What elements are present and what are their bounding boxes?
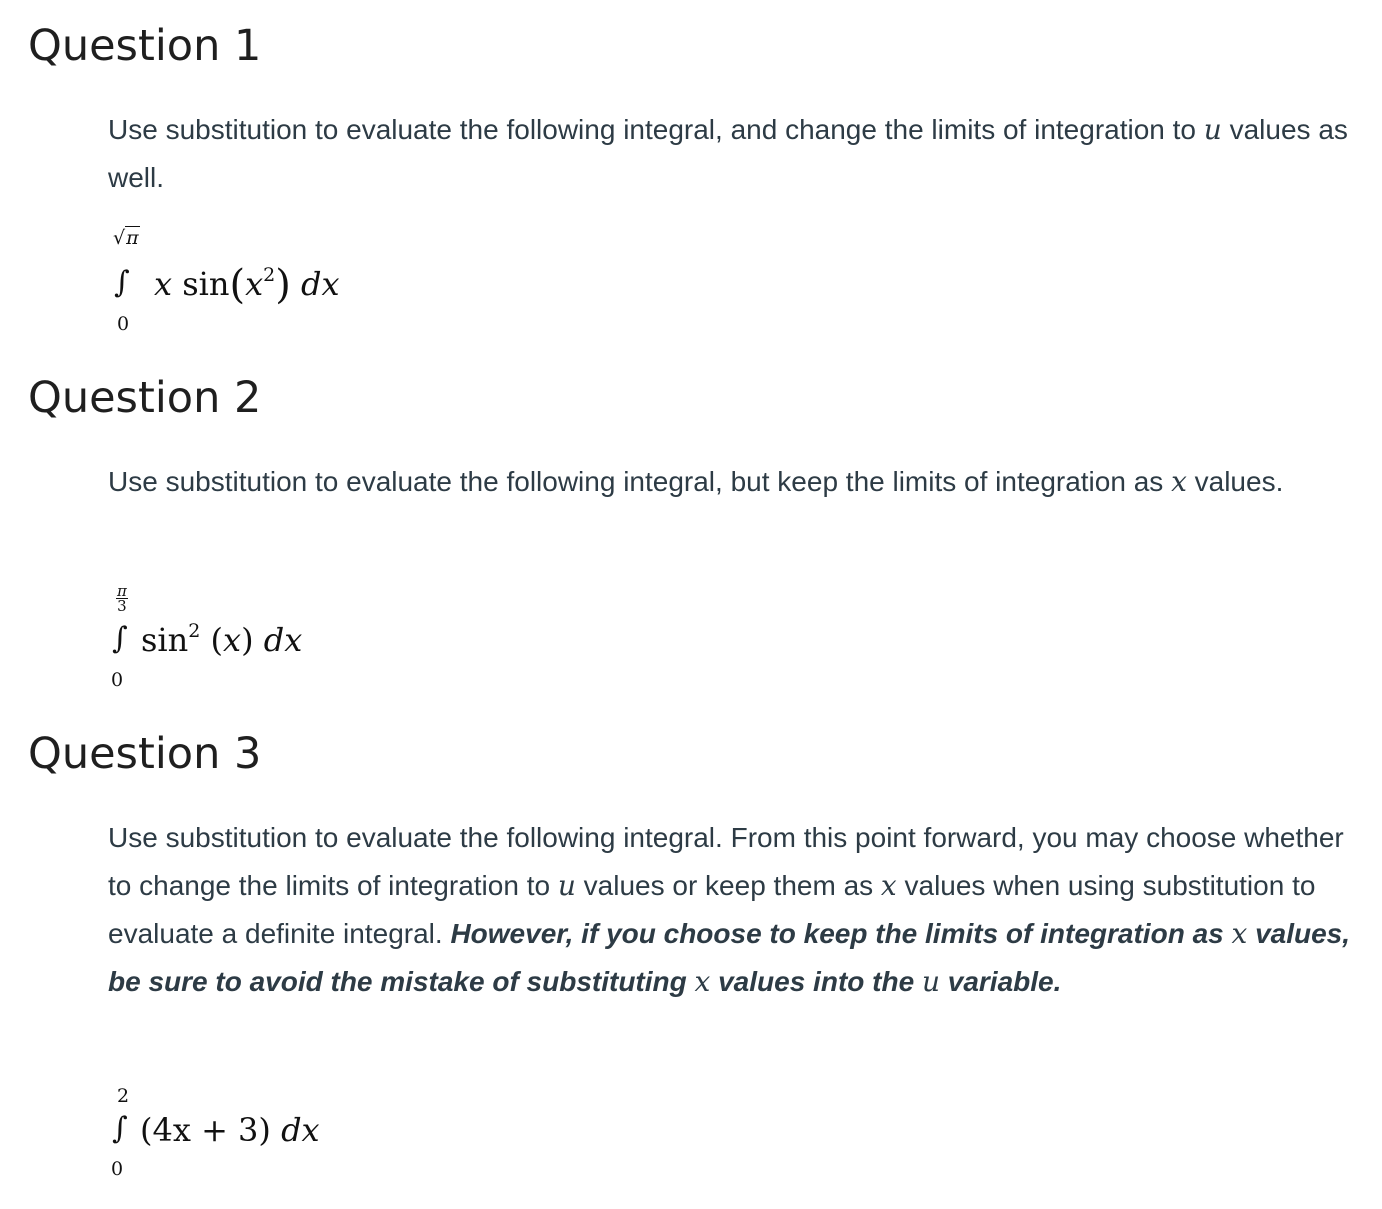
- math-variable: u: [1203, 113, 1222, 146]
- question-1-title: Question 1: [28, 21, 262, 71]
- question-1-text-part: values as well.: [108, 114, 1348, 193]
- integral-sign: ∫: [112, 1111, 128, 1146]
- integral-upper-limit: [113, 228, 140, 248]
- question-3-text: [108, 814, 1353, 1006]
- integral-sign: ∫: [114, 265, 130, 300]
- integral-lower-limit: 0: [117, 313, 130, 335]
- fraction: [116, 584, 128, 613]
- question-3-text-part: Use substitution to evaluate the following integral. From this point forward, you may choose whether to change the limits of integration to: [108, 822, 1344, 901]
- question-3-text-part: values or keep them as: [575, 870, 881, 901]
- open-paren: (: [200, 621, 224, 659]
- integrand-function: sin: [172, 265, 230, 303]
- warning-text-part: variable.: [939, 966, 1062, 997]
- integral-upper-limit: 2: [117, 1085, 130, 1107]
- integral-lower-limit: 0: [111, 1158, 124, 1180]
- math-variable: u: [557, 869, 576, 902]
- warning-text-part: values into the: [710, 966, 922, 997]
- differential: dx: [270, 1111, 320, 1149]
- question-2-title: Question 2: [28, 373, 262, 423]
- open-paren: (: [229, 262, 246, 308]
- question-2-text-part: values.: [1186, 466, 1284, 497]
- fraction-denominator: 3: [117, 597, 127, 615]
- question-1-text: [108, 106, 1358, 202]
- integrand: [154, 262, 340, 308]
- question-2-text-part: Use substitution to evaluate the following integral, but keep the limits of integration as: [108, 466, 1172, 497]
- integrand-function: sin: [141, 621, 189, 659]
- integral-sign: ∫: [112, 621, 128, 656]
- question-1-text-part: Use substitution to evaluate the following integral, and change the limits of integration to: [108, 114, 1204, 145]
- question-2-text: [108, 458, 1358, 506]
- close-paren: ): [275, 262, 291, 308]
- math-variable: x: [1171, 465, 1187, 498]
- integral-upper-limit: [116, 584, 128, 615]
- math-variable: x: [1231, 917, 1248, 950]
- math-variable: x: [880, 869, 897, 902]
- integral-lower-limit: 0: [111, 669, 124, 691]
- radicand: π: [126, 227, 139, 249]
- math-variable: u: [921, 965, 940, 998]
- question-3-text-part: values when using substitution to evaluate a definite integral.: [108, 870, 1316, 949]
- question-3-title: Question 3: [28, 729, 262, 779]
- differential: dx: [253, 621, 303, 659]
- exponent: 2: [188, 620, 201, 642]
- integrand-expression: (4x + 3): [140, 1111, 271, 1149]
- integrand-variable: x: [154, 265, 173, 303]
- sqrt-symbol: [113, 228, 140, 248]
- warning-text-part: values, be sure to avoid the mistake of substituting: [108, 918, 1351, 997]
- close-paren: ): [241, 621, 254, 659]
- exponent: 2: [263, 264, 276, 286]
- integrand-variable: x: [245, 265, 264, 303]
- integrand-variable: x: [223, 621, 242, 659]
- warning-text-part: However, if you choose to keep the limits of integration as: [450, 918, 1232, 949]
- integrand: [140, 1110, 320, 1150]
- math-variable: x: [694, 965, 711, 998]
- differential: dx: [290, 265, 340, 303]
- fraction-numerator: π: [117, 582, 127, 600]
- radical-sign: √: [113, 227, 126, 249]
- integrand: [141, 620, 302, 660]
